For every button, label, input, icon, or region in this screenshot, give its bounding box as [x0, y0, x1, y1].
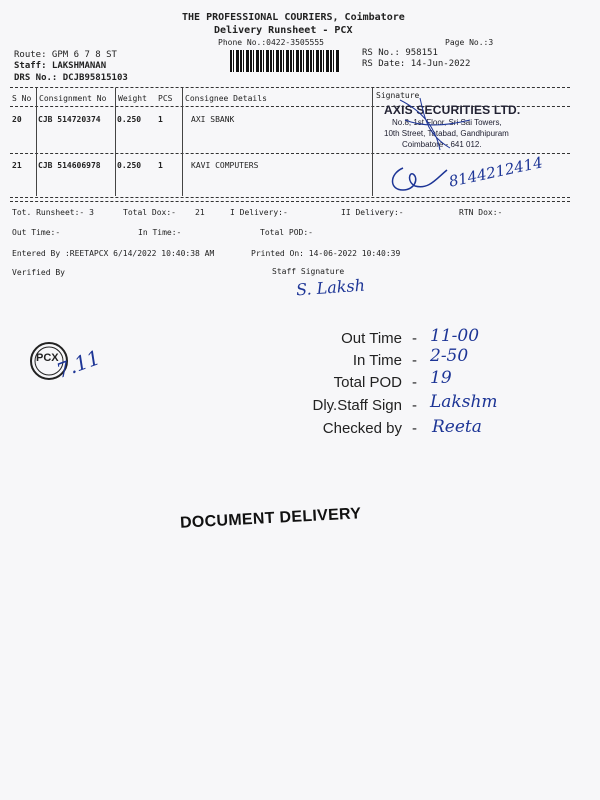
- handwritten-phone: 8144212414: [447, 153, 545, 191]
- checklist-separator: -: [412, 352, 417, 369]
- row-weight: 0.250: [117, 115, 142, 124]
- drs-number: DRS No.: DCJB95815103: [14, 73, 128, 83]
- document-delivery-stamp: DOCUMENT DELIVERY: [179, 505, 362, 532]
- printed-on: Printed On: 14-06-2022 10:40:39: [251, 249, 401, 258]
- staff-signature-label: Staff Signature: [272, 267, 345, 276]
- col-divider: [182, 88, 183, 196]
- header-consignment: Consignment No: [39, 94, 107, 103]
- header-consignee: Consignee Details: [185, 94, 267, 103]
- header-sno: S No: [12, 94, 32, 103]
- checklist-separator: -: [412, 420, 417, 437]
- staff-name: Staff: LAKSHMANAN: [14, 61, 107, 71]
- checklist-value: Lakshm: [430, 392, 498, 412]
- checklist-label: Total POD: [333, 374, 402, 391]
- checklist-label: In Time: [352, 352, 402, 369]
- stamp-scribble-icon: [380, 90, 500, 160]
- checklist-label: Checked by: [322, 420, 402, 437]
- row-weight: 0.250: [117, 161, 142, 170]
- stamp-line: 10th Street, Tatabad, Gandhipuram: [384, 129, 509, 138]
- barcode: [230, 50, 340, 72]
- table-bottom-rule-2: [10, 201, 570, 202]
- entered-by: Entered By :REETAPCX 6/14/2022 10:40:38 AM: [12, 249, 215, 258]
- runsheet-title: Delivery Runsheet - PCX: [214, 25, 353, 36]
- checklist-separator: -: [412, 397, 417, 414]
- row-consignment: CJB 514606978: [38, 161, 101, 170]
- total-dox-value: 21: [195, 208, 205, 217]
- rtn-dox: RTN Dox:-: [459, 208, 503, 217]
- verified-by: Verified By: [12, 268, 65, 277]
- table-bottom-rule: [10, 197, 570, 198]
- row-sno: 20: [12, 115, 22, 124]
- row-consignment: CJB 514720374: [38, 115, 101, 124]
- phone-number: Phone No.:0422-3505555: [218, 38, 324, 47]
- table-top-rule: [10, 87, 570, 88]
- ii-delivery: II Delivery:-: [341, 208, 404, 217]
- col-divider: [372, 88, 373, 196]
- rs-date: RS Date: 14-Jun-2022: [362, 59, 471, 69]
- header-pcs: PCS: [158, 94, 173, 103]
- pcx-seal-text: PCX: [36, 352, 59, 364]
- row-pcs: 1: [158, 115, 163, 124]
- total-pod-label: Total POD:-: [260, 228, 313, 237]
- page-number: Page No.:3: [445, 38, 494, 47]
- row-consignee: AXI SBANK: [191, 115, 235, 124]
- col-divider: [115, 88, 116, 196]
- total-dox-label: Total Dox:-: [123, 208, 176, 217]
- checklist-separator: -: [412, 330, 417, 347]
- i-delivery: I Delivery:-: [230, 208, 288, 217]
- stamp-line: Coimbatore - 641 012.: [402, 140, 482, 149]
- checklist-value: Reeta: [432, 417, 482, 437]
- signature-scribble-icon: [385, 160, 455, 196]
- checklist-value: 11-00: [430, 326, 480, 346]
- tot-runsheet: Tot. Runsheet:- 3: [12, 208, 94, 217]
- checklist-value: 2-50: [430, 346, 469, 366]
- checklist-value: 19: [430, 368, 452, 388]
- row-consignee: KAVI COMPUTERS: [191, 161, 259, 170]
- col-divider: [36, 88, 37, 196]
- pcx-seal-hand: 7.11: [53, 345, 104, 383]
- route: Route: GPM 6 7 8 ST: [14, 50, 117, 60]
- row-sno: 21: [12, 161, 22, 170]
- in-time-label: In Time:-: [138, 228, 182, 237]
- header-signature: Signature: [376, 91, 420, 100]
- stamp-name: AXIS SECURITIES LTD.: [384, 103, 521, 117]
- checklist-label: Dly.Staff Sign: [312, 397, 402, 414]
- checklist-label: Out Time: [341, 330, 402, 347]
- header-weight: Weight: [118, 94, 147, 103]
- row-pcs: 1: [158, 161, 163, 170]
- stamp-line: No.8, 1st Floor, Sri Sai Towers,: [392, 118, 502, 127]
- staff-signature-hand: S. Laksh: [295, 275, 366, 300]
- checklist-separator: -: [412, 374, 417, 391]
- out-time-label: Out Time:-: [12, 228, 61, 237]
- rs-number: RS No.: 958151: [362, 48, 438, 58]
- company-title: THE PROFESSIONAL COURIERS, Coimbatore: [182, 12, 405, 23]
